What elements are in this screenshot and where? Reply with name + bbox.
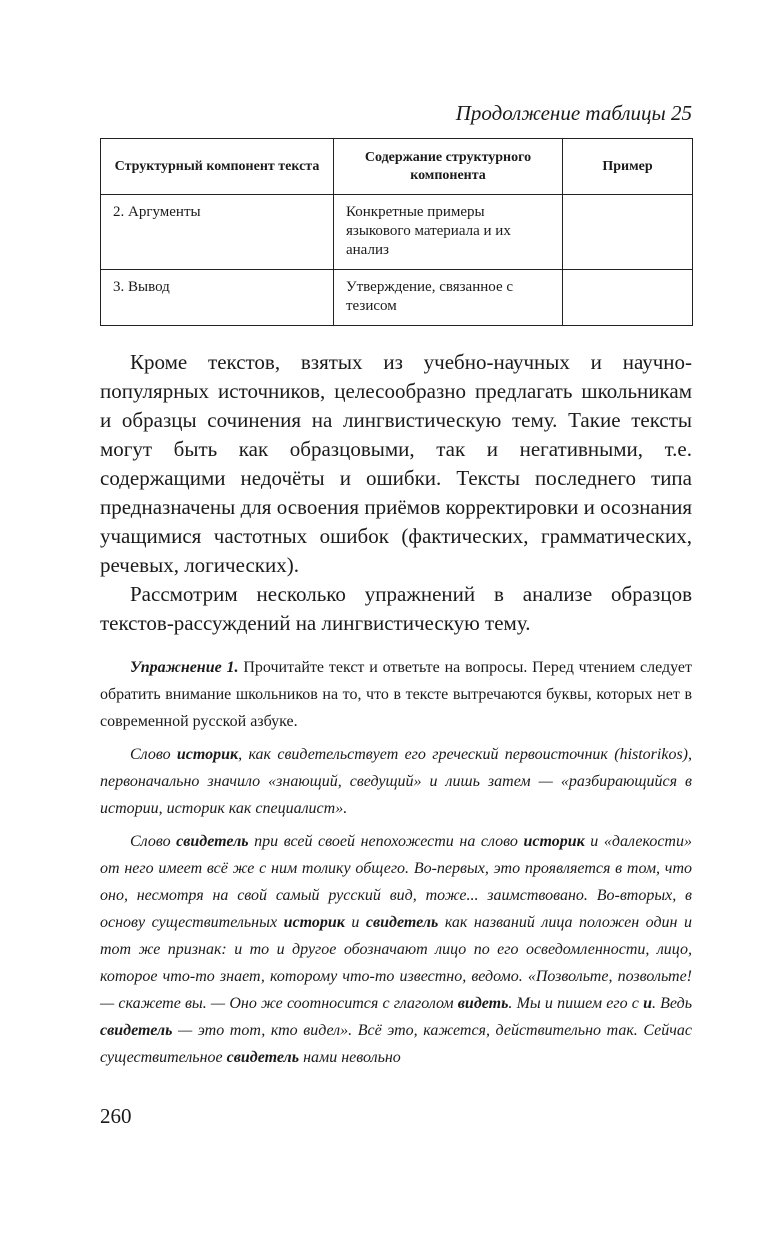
cell-component: 2. Аргументы [101, 195, 334, 270]
paragraph: Рассмотрим несколько упражнений в анализе образцов текстов-рассуждений на лингвистическую тему. [100, 582, 692, 635]
key-word: свидетель [226, 1049, 300, 1066]
quote-text: и [344, 914, 366, 931]
cell-content: Конкретные примеры языкового материала и их анализ [334, 195, 563, 270]
quote-text: Слово [130, 833, 177, 850]
page-number: 260 [100, 1104, 132, 1128]
key-word: свидетель [100, 1022, 173, 1039]
cell-example [563, 270, 693, 326]
exercise-instruction-text: Прочитайте текст и ответьте на вопросы. Перед чтением следует обратить внимание школьников на то, что в тексте вытречаются буквы, которых нет в современной русской азбуке. [100, 659, 692, 730]
quote-paragraph [100, 741, 692, 822]
table-caption: Продолжение таблицы 25 [455, 101, 692, 125]
header-content: Содержание структурного компонента [334, 139, 563, 195]
header-component: Структурный компонент текста [101, 139, 334, 195]
table-header-row [101, 139, 693, 195]
cell-component: 3. Вывод [101, 270, 334, 326]
header-example: Пример [563, 139, 693, 195]
exercise-label: Упражнение 1. [130, 659, 239, 676]
cell-content: Утверждение, связанное с тезисом [334, 270, 563, 326]
key-word: историк [523, 833, 585, 850]
quote-text: , как свидетельствует его греческий первоисточник (historikos), первоначально значило «знающий, сведущий» и лишь затем — «разбирающийся в истории, историк как специалист». [100, 746, 693, 817]
quote-text: при всей своей непохожести на слово [248, 833, 524, 850]
quote-paragraph [100, 828, 692, 1071]
cell-example [563, 195, 693, 270]
quote-text: и «далекости» от него имеет всё же с ним толику общего. Во-первых, это проявляется в том, что оно, несмотря на свой самый русский вид, тоже... заимствовано. Во-вторых, в основу существительных [100, 833, 692, 931]
quote-text: как названий лица положен один и тот же признак: и то и другое обозначают лицо по его осведомленности, лицо, которое что-то знает, которому что-то известно, ведомо. «Позвольте, позвольте! — скажете вы. — Оно же соотносится с глаголом [100, 914, 692, 1012]
exercise-1 [100, 654, 692, 1071]
quote-text: — это тот, кто видел». Всё это, кажется, действительно так. Сейчас существительное [100, 1022, 692, 1066]
exercise-instruction [100, 654, 692, 735]
key-word: свидетель [176, 833, 249, 850]
quote-text: . Мы и пишем его с [508, 995, 644, 1012]
main-text [100, 348, 692, 638]
paragraph: Кроме текстов, взятых из учебно-научных и научно-популярных источников, целесообразно предлагать школьникам и образцы сочинения на лингвистическую тему. Такие тексты могут быть как образцовыми, так и негативными, т.е. содержащими недочёты и ошибки. Тексты последнего типа предназначены для освоения приёмов корректировки и осознания учащимися частотных ошибок (фактических, грамматических, речевых, логических). [100, 350, 692, 577]
quote-text: . Ведь [651, 995, 692, 1012]
key-word: историк [283, 914, 345, 931]
key-word: и [643, 995, 652, 1012]
table-row [101, 195, 693, 270]
quote-text: нами невольно [299, 1049, 401, 1066]
table-25 [100, 138, 693, 326]
quote-text: Слово [130, 746, 177, 763]
key-word: историк [176, 746, 239, 763]
table-row [101, 270, 693, 326]
key-word: видеть [457, 995, 509, 1012]
key-word: свидетель [365, 914, 439, 931]
